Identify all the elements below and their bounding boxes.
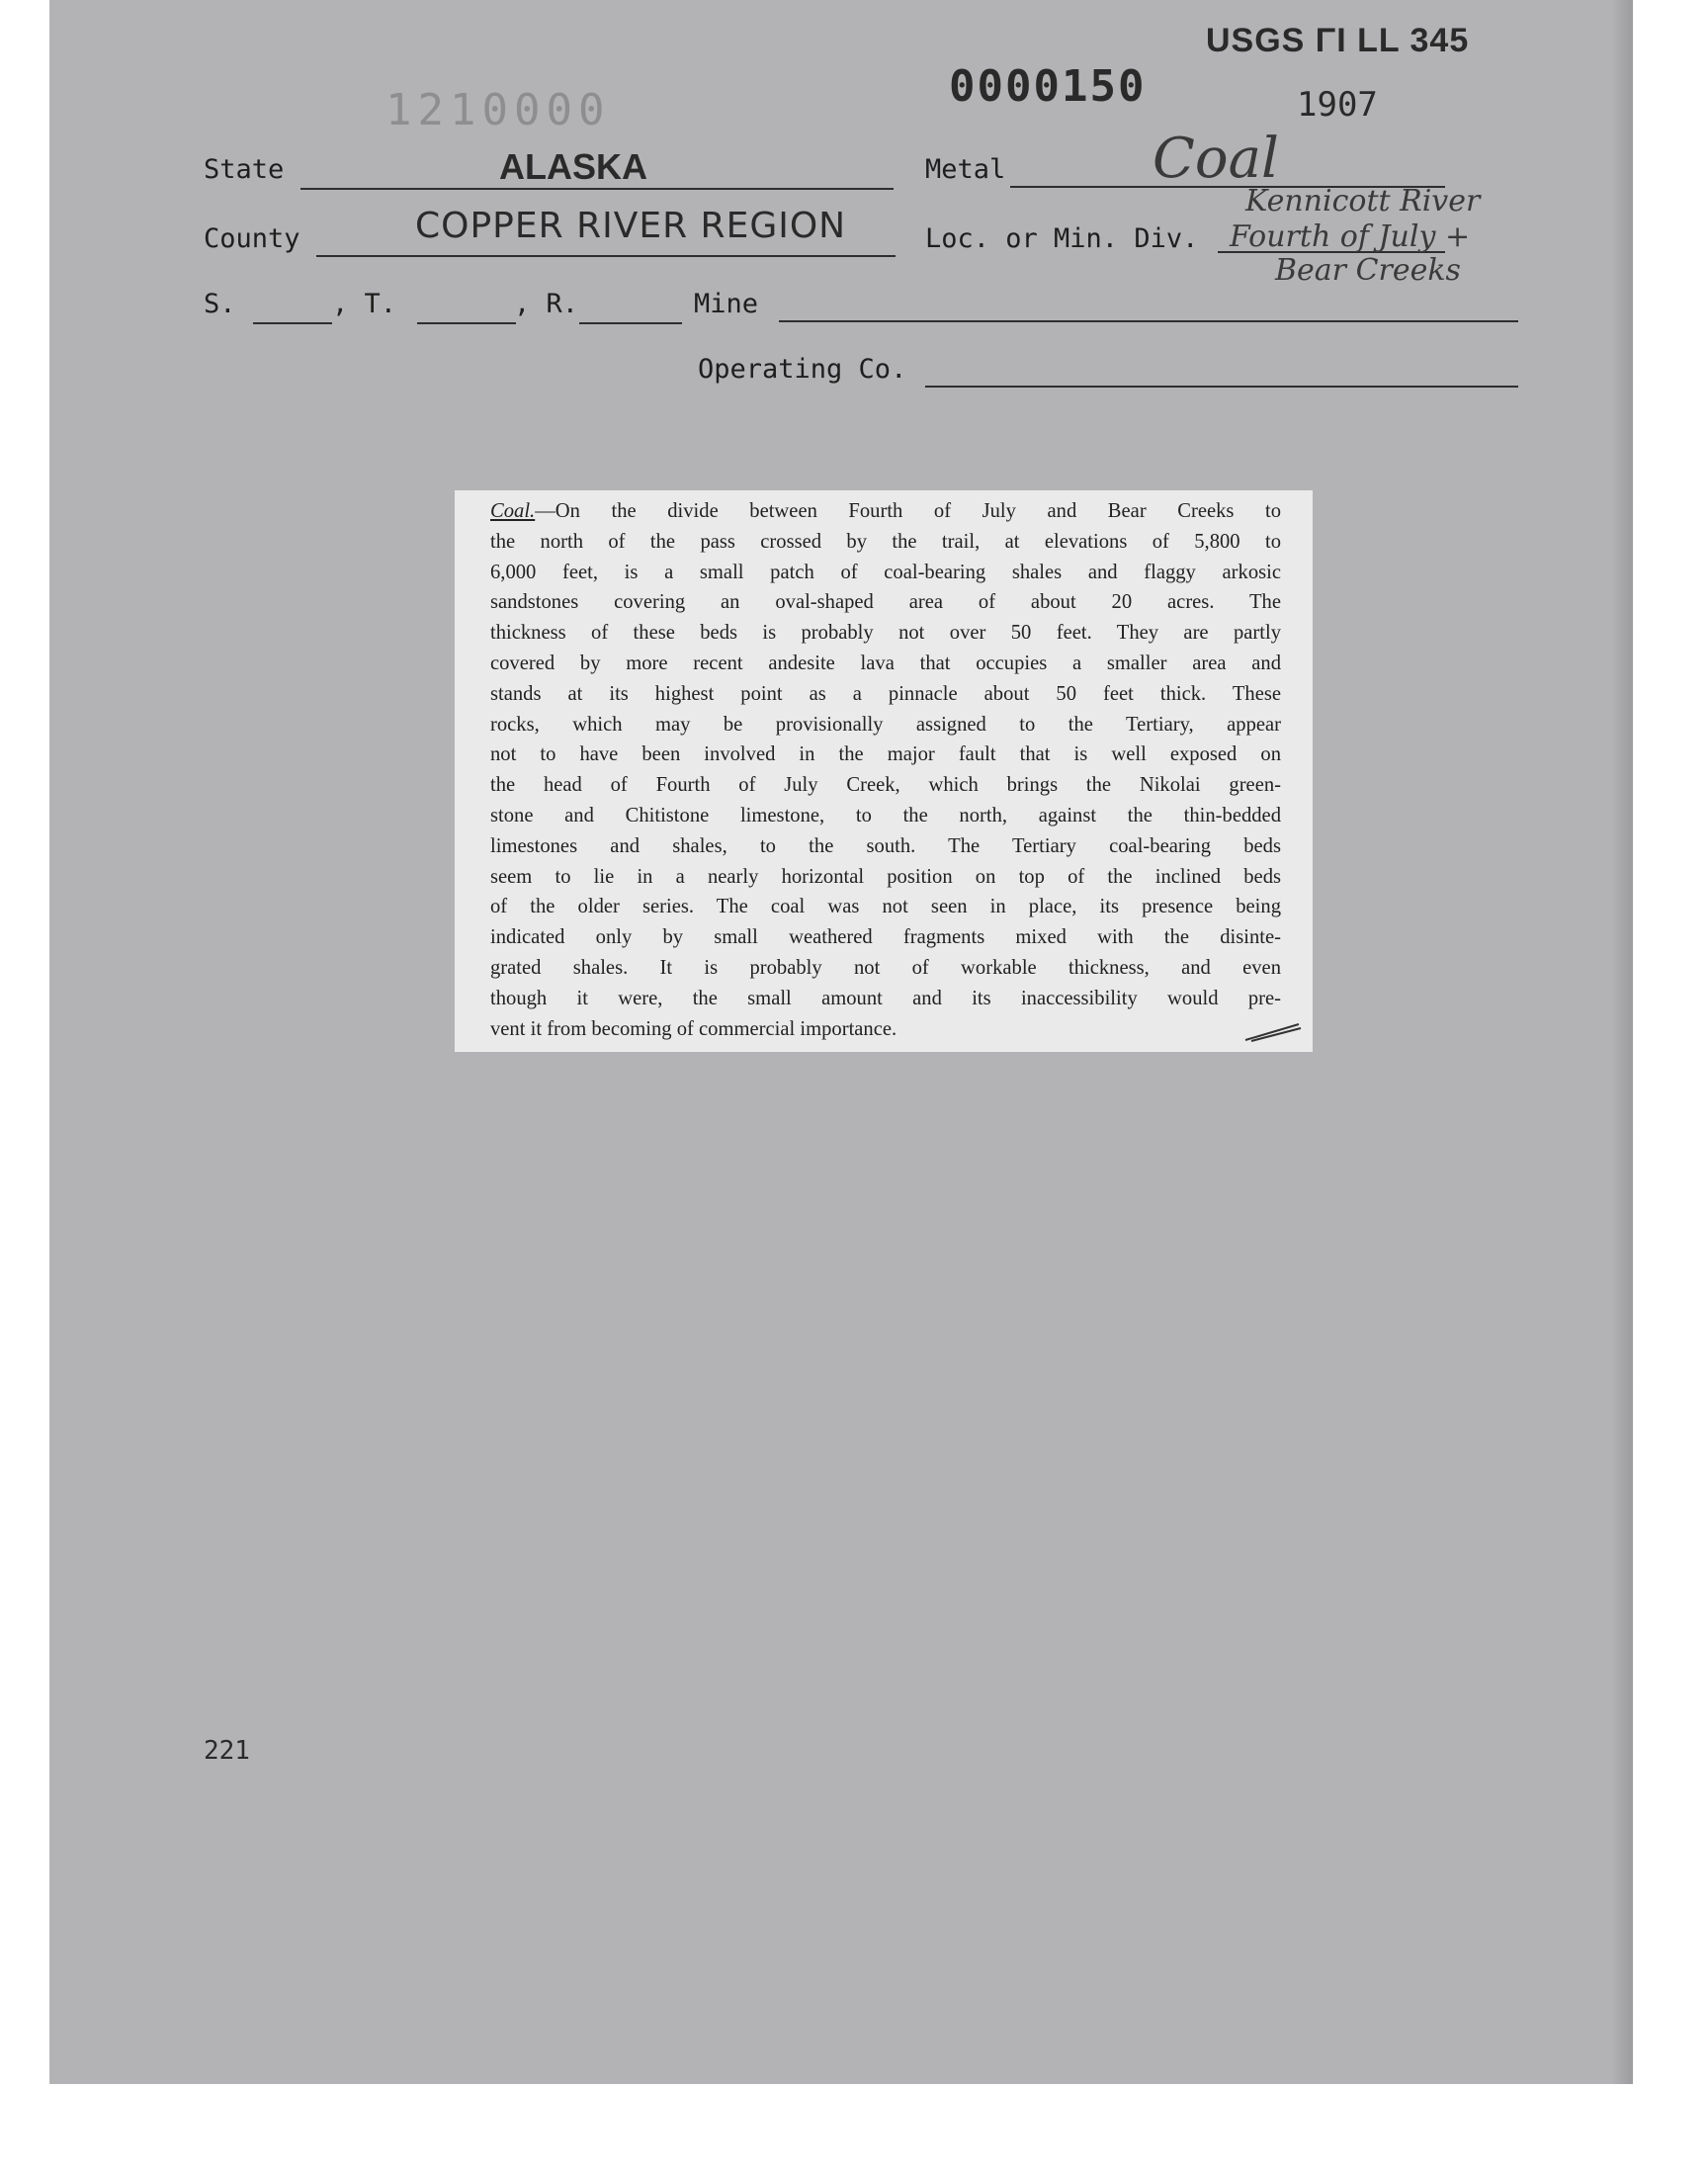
township-line <box>417 322 516 324</box>
clip-line: sandstones covering an oval-shaped area of about 20 acres. The <box>490 591 1281 614</box>
usgs-stamp: USGS ΓΙ LL 345 <box>1206 22 1470 59</box>
clip-line: stone and Chitistone limestone, to the north, against the thin-bedded <box>490 804 1281 826</box>
loc-label: Loc. or Min. Div. <box>925 223 1199 254</box>
clip-line: grated shales. It is probably not of workable thickness, and even <box>490 956 1281 979</box>
end-mark-icon <box>1243 1020 1303 1042</box>
clip-line: the north of the pass crossed by the trail, at elevations of 5,800 to <box>490 530 1281 553</box>
coal-clipping <box>455 490 1313 1052</box>
county-value: COPPER RIVER REGION <box>415 206 847 246</box>
clip-line: of the older series. The coal was not seen in place, its presence being <box>490 896 1281 918</box>
clip-line: limestones and shales, to the south. The Tertiary coal-bearing beds <box>490 834 1281 857</box>
clip-line: the head of Fourth of July Creek, which brings the Nikolai green- <box>490 774 1281 797</box>
page-number: 221 <box>204 1736 250 1766</box>
loc-value-line1: Kennicott River <box>1245 184 1481 218</box>
metal-label: Metal <box>925 154 1006 185</box>
clip-line: 6,000 feet, is a small patch of coal-bearing shales and flaggy arkosic <box>490 561 1281 583</box>
range-line <box>579 322 682 324</box>
document-number: 0000150 <box>949 61 1147 112</box>
clip-line: Coal.—On the divide between Fourth of July and Bear Creeks to <box>490 500 1281 522</box>
ghost-number: 1210000 <box>385 85 611 135</box>
clip-line: indicated only by small weathered fragments mixed with the disinte- <box>490 926 1281 949</box>
clip-line: thickness of these beds is probably not over 50 feet. They are partly <box>490 622 1281 645</box>
state-value: ALASKA <box>499 146 647 187</box>
township-label: , T. <box>332 289 397 319</box>
state-label: State <box>204 154 285 185</box>
range-label: , R. <box>514 289 579 319</box>
clip-line: vent it from becoming of commercial importance. <box>490 1017 897 1040</box>
loc-value-line3: Bear Creeks <box>1275 253 1461 288</box>
state-line <box>300 188 894 190</box>
clip-line: not to have been involved in the major fault that is well exposed on <box>490 743 1281 766</box>
clip-line: though it were, the small amount and its inaccessibility would pre- <box>490 987 1281 1009</box>
operating-line <box>925 386 1518 388</box>
clip-lead: Coal. <box>490 500 536 522</box>
section-line <box>253 322 332 324</box>
index-card <box>49 0 1633 2084</box>
county-label: County <box>204 223 300 254</box>
clip-line: covered by more recent andesite lava that occupies a smaller area and <box>490 652 1281 674</box>
loc-value-line2: Fourth of July + <box>1230 219 1471 254</box>
clip-line: stands at its highest point as a pinnacle about 50 feet thick. These <box>490 682 1281 705</box>
year: 1907 <box>1297 85 1378 125</box>
clip-line: seem to lie in a nearly horizontal position on top of the inclined beds <box>490 865 1281 888</box>
county-line <box>316 255 896 257</box>
clip-line: rocks, which may be provisionally assigned to the Tertiary, appear <box>490 713 1281 736</box>
section-label: S. <box>204 289 236 319</box>
operating-label: Operating Co. <box>698 354 907 385</box>
mine-label: Mine <box>694 289 759 319</box>
metal-value: Coal <box>1153 127 1279 191</box>
mine-line <box>779 320 1518 322</box>
